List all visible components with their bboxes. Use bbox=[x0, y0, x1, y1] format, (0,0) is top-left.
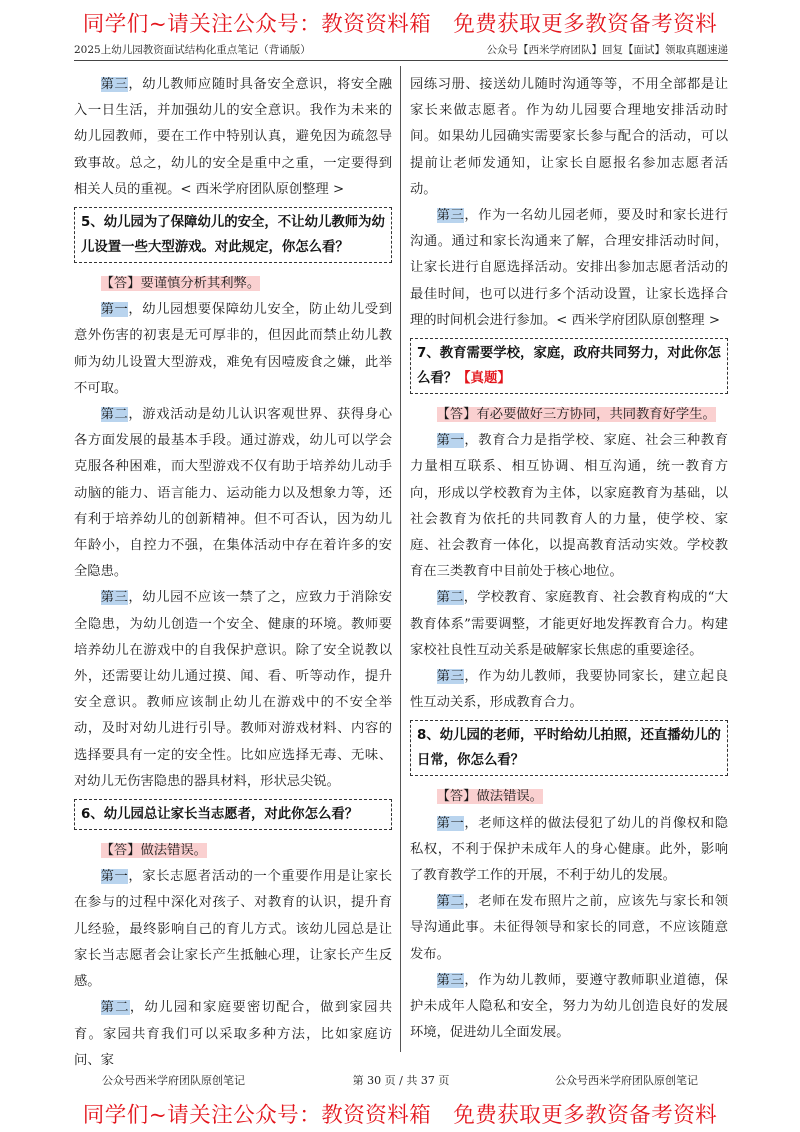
point-label: 第三 bbox=[100, 77, 129, 92]
column-divider bbox=[400, 66, 401, 1052]
bottom-promo-banner: 同学们~请关注公众号：教资资料箱 免费获取更多教资备考资料 bbox=[82, 1103, 718, 1128]
point-label: 第三 bbox=[436, 972, 465, 988]
footer-right: 公众号西米学府团队原创笔记 bbox=[555, 1074, 698, 1087]
point-label: 第三 bbox=[436, 669, 465, 685]
point-label: 第一 bbox=[100, 869, 129, 885]
question-box: 6、幼儿园总让家长当志愿者，对此你怎么看？ bbox=[74, 799, 392, 830]
answer-highlight: 【答】做法错误。 bbox=[100, 843, 207, 859]
question-box: 5、幼儿园为了保障幼儿的安全，不让幼儿教师为幼儿设置一些大型游戏。对此规定，你怎么看？ bbox=[74, 207, 392, 263]
point-label: 第一 bbox=[100, 302, 129, 318]
point-label: 第二 bbox=[436, 590, 464, 606]
answer-highlight: 【答】做法错误。 bbox=[436, 789, 543, 805]
top-promo-banner: 同学们~请关注公众号：教资资料箱 免费获取更多教资备考资料 bbox=[82, 12, 718, 37]
point-label: 第二 bbox=[436, 894, 465, 910]
real-exam-tag: 【真题】 bbox=[457, 371, 511, 387]
paragraph: 第一，老师这样的做法侵犯了幼儿的肖像权和隐私权，不利于保护未成年人的身心健康。此外，影响了教育教学工作的开展，不利于幼儿的发展。 bbox=[410, 815, 729, 884]
point-label: 第三 bbox=[100, 590, 129, 606]
page-footer bbox=[74, 1072, 728, 1090]
paragraph: 第三，作为一名幼儿园老师，要及时和家长进行沟通。通过和家长沟通来了解，合理安排活动时间，让家长进行自愿选择活动。安排出参加志愿者活动的最佳时间，也可以进行多个活动设置，让家长选择合理的时间机会进行参加。< 西米学府团队原创整理 > bbox=[410, 208, 729, 328]
question-box: 8、幼儿园的老师，平时给幼儿拍照，还直播幼儿的日常，你怎么看？ bbox=[410, 720, 728, 776]
left-column bbox=[74, 72, 392, 1074]
answer-highlight: 【答】有必要做好三方协同，共同教育好学生。 bbox=[436, 407, 716, 423]
header-title: 2025上幼儿园教资面试结构化重点笔记（背诵版） bbox=[74, 44, 311, 56]
question-box: 7、教育需要学校，家庭，政府共同努力，对此你怎么看？【真题】 bbox=[410, 338, 728, 394]
answer-line bbox=[410, 402, 728, 428]
point-label: 第二 bbox=[100, 1000, 130, 1016]
point-label: 第一 bbox=[436, 815, 465, 831]
point-label: 第一 bbox=[436, 433, 465, 449]
paragraph: 第一，教育合力是指学校、家庭、社会三种教育力量相互联系、相互协调、相互沟通，统一教育方向，形成以学校教育为主体，以家庭教育为基础，以社会教育为依托的共同教育人的力量，使学校、家庭、社会教育一体化，以提高教育活动实效。学校教育在三类教育中目前处于核心地位。 bbox=[410, 433, 729, 580]
paragraph: 第三，幼儿教师应随时具备安全意识，将安全融入一日生活，并加强幼儿的安全意识。我作为未来的幼儿园教师，要在工作中特别认真，避免因为疏忽导致事故。总之，幼儿的安全是重中之重，一定要得到相关人员的重视。< 西米学府团队原创整理 > bbox=[74, 77, 393, 197]
header-notice: 公众号【西米学府团队】回复【面试】领取真题速递 bbox=[486, 44, 728, 56]
paragraph: 第二，游戏活动是幼儿认识客观世界、获得身心各方面发展的最基本手段。通过游戏，幼儿可以学会克服各种困难，而大型游戏不仅有助于培养幼儿动手动脑的能力、语言能力、运动能力以及想象力等，还有利于培养幼儿的创新精神。但不可否认，因为幼儿年龄小，自控力不强，在集体活动中存在着许多的安全隐患。 bbox=[74, 407, 393, 580]
paragraph: 第二，老师在发布照片之前，应该先与家长和领导沟通此事。未征得领导和家长的同意，不应该随意发布。 bbox=[410, 894, 729, 962]
answer-line bbox=[74, 271, 392, 297]
paragraph: 第一，家长志愿者活动的一个重要作用是让家长在参与的过程中深化对孩子、对教育的认识，提升育儿经验，最终影响自己的育儿方式。该幼儿园总是让家长当志愿者会让家长产生抵触心理，让家长产生反感。 bbox=[74, 869, 393, 990]
page-number: 第 30 页 / 共 37 页 bbox=[352, 1074, 450, 1087]
right-column bbox=[410, 72, 728, 1047]
point-label: 第二 bbox=[100, 407, 129, 423]
answer-highlight: 【答】要谨慎分析其利弊。 bbox=[100, 276, 261, 292]
paragraph: 第一，幼儿园想要保障幼儿安全，防止幼儿受到意外伤害的初衷是无可厚非的，但因此而禁止幼儿教师为幼儿设置大型游戏，难免有因噎废食之嫌，此举不可取。 bbox=[74, 302, 393, 396]
paragraph-continued: 园练习册、接送幼儿随时沟通等等，不用全部都是让家长来做志愿者。作为幼儿园要合理地安排活动时间。如果幼儿园确实需要家长参与配合的活动，可以提前让老师发通知，让家长自愿报名参加志愿者活动。 bbox=[410, 77, 728, 197]
paragraph: 第三，幼儿园不应该一禁了之，应致力于消除安全隐患，为幼儿创造一个安全、健康的环境。教师要培养幼儿在游戏中的自我保护意识。除了安全说教以外，还需要让幼儿通过摸、闻、看、听等动作，提升安全意识。教师应该制止幼儿在游戏中的不安全举动，及时对幼儿进行引导。教师对游戏材料、内容的选择要具有一定的安全性。比如应选择无毒、无味、对幼儿无伤害隐患的器具材料，形状忌尖锐。 bbox=[74, 590, 393, 789]
point-label: 第三 bbox=[436, 208, 465, 224]
page-header bbox=[74, 42, 728, 61]
paragraph: 第三，作为幼儿教师，我要协同家长，建立起良性互动关系，形成教育合力。 bbox=[410, 669, 729, 711]
paragraph: 第二，学校教育、家庭教育、社会教育构成的“大教育体系”需要调整，才能更好地发挥教育合力。构建家校社良性互动关系是破解家长焦虑的重要途径。 bbox=[410, 590, 728, 658]
footer-left: 公众号西米学府团队原创笔记 bbox=[102, 1074, 245, 1087]
paragraph: 第二，幼儿园和家庭要密切配合，做到家园共育。家园共育我们可以采取多种方法，比如家庭访问、家 bbox=[74, 1000, 393, 1068]
answer-line bbox=[410, 784, 728, 810]
paragraph: 第三，作为幼儿教师，要遵守教师职业道德，保护未成年人隐私和安全，努力为幼儿创造良好的发展环境，促进幼儿全面发展。 bbox=[410, 972, 729, 1041]
answer-line bbox=[74, 838, 392, 864]
